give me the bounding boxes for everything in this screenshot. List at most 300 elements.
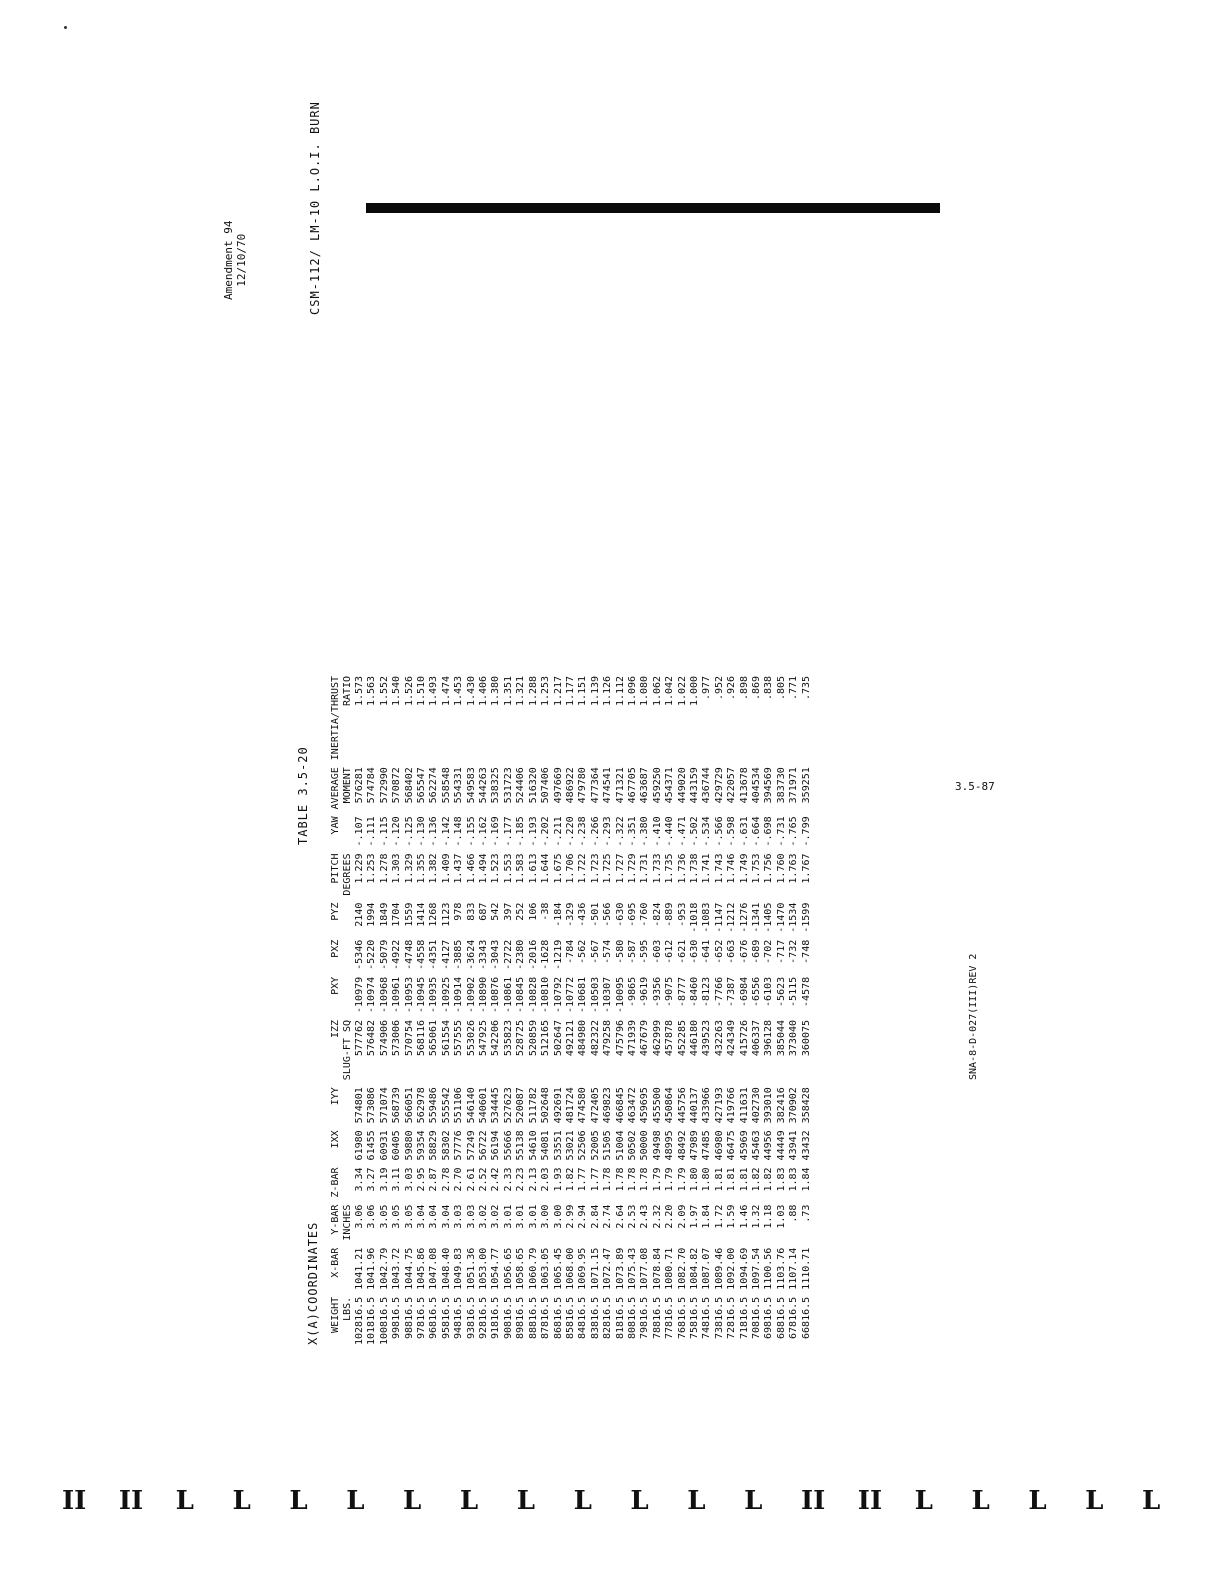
table-cell: .805: [775, 675, 787, 701]
table-cell: 2.78: [440, 1167, 452, 1192]
table-cell: 1.540: [391, 675, 403, 707]
table-cell: 397: [502, 902, 514, 921]
table-cell: 1058.65: [515, 1247, 527, 1290]
table-cell: 58302: [440, 1130, 452, 1161]
table-cell: 512165: [540, 1019, 552, 1057]
table-cell: 1.177: [564, 675, 576, 707]
table-cell: -10953: [403, 976, 415, 1013]
table-cell: -621: [676, 939, 688, 964]
table-cell: 1.278: [378, 853, 390, 884]
table-cell: 50000: [639, 1130, 651, 1161]
table-cell: 80816.5: [626, 1296, 638, 1339]
table-cell: 1072.47: [602, 1247, 614, 1290]
table-cell: 1.746: [726, 853, 738, 884]
table-cell: 1094.69: [738, 1247, 750, 1290]
table-cell: 1.83: [788, 1167, 800, 1192]
column-header: INERTIA/THRUST: [330, 675, 341, 761]
table-cell: -.155: [465, 816, 477, 847]
table-cell: 1110.71: [800, 1247, 812, 1290]
table-cell: 497669: [552, 767, 564, 804]
table-cell: -1147: [713, 902, 725, 933]
table-cell: 46980: [713, 1130, 725, 1161]
column-header: INCHES: [342, 1204, 353, 1241]
table-cell: 1.18: [763, 1204, 775, 1229]
table-cell: 1051.36: [465, 1247, 477, 1290]
table-cell: 1.706: [564, 853, 576, 884]
table-cell: 436744: [701, 767, 713, 804]
table-cell: 97816.5: [416, 1296, 428, 1339]
table-cell: -1018: [688, 902, 700, 933]
table-cell: 446180: [688, 1019, 700, 1057]
table-cell: 67816.5: [788, 1296, 800, 1339]
table-cell: 77816.5: [664, 1296, 676, 1339]
table-cell: 82816.5: [602, 1296, 614, 1339]
table-cell: 1.675: [552, 853, 564, 884]
table-row: [478, 669, 490, 1345]
table-cell: -4922: [391, 939, 403, 970]
table-cell: 511782: [527, 1087, 539, 1124]
rotated-table-block: [296, 101, 946, 1345]
table-cell: 1.78: [614, 1167, 626, 1192]
table-cell: -10925: [440, 976, 452, 1013]
table-cell: 574784: [366, 767, 378, 804]
table-cell: -4127: [440, 939, 452, 970]
table-cell: -1219: [552, 939, 564, 970]
table-cell: -9075: [664, 976, 676, 1007]
table-cell: 1268: [428, 902, 440, 927]
table-cell: 574906: [378, 1019, 390, 1057]
table-row: [565, 669, 577, 1345]
table-cell: -10974: [366, 976, 378, 1013]
table-cell: 51004: [614, 1130, 626, 1161]
column-header: PXY: [330, 976, 341, 995]
table-row: [540, 669, 552, 1345]
table-cell: 527623: [502, 1087, 514, 1124]
column-header: AVERAGE: [330, 767, 341, 810]
table-cell: 457878: [664, 1019, 676, 1057]
table-cell: 482322: [589, 1019, 601, 1057]
table-cell: 81816.5: [614, 1296, 626, 1339]
table-row: [379, 669, 391, 1345]
table-cell: 93816.5: [465, 1296, 477, 1339]
table-cell: -.765: [788, 816, 800, 847]
table-cell: 2.53: [626, 1204, 638, 1229]
table-cell: 84816.5: [577, 1296, 589, 1339]
table-cell: 1.437: [453, 853, 465, 884]
table-cell: -6556: [751, 976, 762, 1007]
table-cell: 1041.21: [354, 1247, 365, 1290]
table-cell: 2.42: [490, 1167, 502, 1192]
table-cell: 95816.5: [440, 1296, 452, 1339]
table-cell: 459250: [651, 767, 663, 804]
register-mark: II: [62, 1486, 87, 1516]
table-cell: 54081: [540, 1130, 552, 1161]
table-cell: -5115: [788, 976, 800, 1007]
table-cell: 535823: [502, 1019, 514, 1057]
table-cell: -748: [800, 939, 812, 964]
table-cell: 2.84: [589, 1204, 601, 1229]
table-cell: 551106: [453, 1087, 465, 1124]
footer-register-marks: [0, 1486, 1220, 1516]
table-cell: 1704: [391, 902, 403, 927]
column-header: IZZ: [330, 1019, 341, 1039]
table-cell: 57776: [453, 1130, 465, 1161]
table-cell: -562: [577, 939, 589, 964]
table-cell: 55138: [515, 1130, 527, 1161]
table-cell: -.193: [527, 816, 539, 847]
table-cell: 1.78: [602, 1167, 614, 1192]
table-cell: -5079: [378, 939, 390, 970]
table-cell: 576482: [366, 1019, 378, 1057]
table-cell: 373040: [788, 1019, 800, 1057]
register-mark: L: [403, 1486, 422, 1516]
table-cell: 1.735: [664, 853, 676, 884]
table-cell: 557555: [453, 1019, 465, 1057]
table-cell: 2.95: [416, 1167, 428, 1192]
table-cell: 1078.84: [651, 1247, 663, 1290]
table-cell: -10961: [391, 976, 403, 1013]
table-cell: -10945: [416, 976, 428, 1013]
table-cell: 2.61: [465, 1167, 477, 1192]
column-header: MOMENT: [342, 767, 353, 804]
table-cell: .771: [788, 675, 800, 701]
table-cell: 3.34: [354, 1167, 365, 1192]
table-cell: 1.46: [738, 1204, 750, 1229]
table-cell: 359251: [800, 767, 812, 804]
table-cell: -.111: [366, 816, 378, 847]
table-cell: -2722: [502, 939, 514, 970]
table-cell: -.799: [800, 816, 812, 847]
table-cell: -612: [664, 939, 676, 964]
table-cell: 520087: [515, 1087, 527, 1124]
table-cell: -.220: [564, 816, 576, 847]
table-cell: -689: [751, 939, 762, 964]
table-cell: 1.453: [453, 675, 465, 707]
table-cell: 570872: [391, 767, 403, 804]
table-cell: 542206: [490, 1019, 502, 1057]
table-cell: 1.613: [527, 853, 539, 884]
table-cell: 1.81: [713, 1167, 725, 1192]
table-cell: -7387: [726, 976, 738, 1007]
table-cell: 474580: [577, 1087, 589, 1124]
table-cell: 1056.65: [502, 1247, 514, 1290]
table-cell: 89816.5: [515, 1296, 527, 1339]
table-cell: 1.096: [626, 675, 638, 707]
register-mark: L: [630, 1486, 649, 1516]
table-cell: -9865: [626, 976, 638, 1007]
table-cell: 2.23: [515, 1167, 527, 1192]
table-cell: 1047.08: [428, 1247, 440, 1290]
table-cell: 3.03: [465, 1204, 477, 1229]
table-cell: 573086: [366, 1087, 378, 1124]
table-cell: 1.77: [589, 1167, 601, 1192]
table-cell: -.380: [639, 816, 651, 847]
table-cell: -5220: [366, 939, 378, 970]
table-cell: 2.52: [478, 1167, 490, 1192]
table-cell: 577762: [354, 1019, 365, 1057]
table-cell: 445756: [676, 1087, 688, 1124]
table-cell: 1.763: [788, 853, 800, 884]
table-cell: 1053.00: [478, 1247, 490, 1290]
register-mark: L: [459, 1486, 479, 1516]
table-row: [788, 669, 800, 1345]
table-cell: -3624: [465, 939, 477, 970]
table-cell: -.177: [502, 816, 514, 847]
table-cell: -.148: [453, 816, 465, 847]
table-cell: 1.552: [378, 675, 390, 707]
table-cell: 1.000: [688, 675, 700, 707]
table-cell: 1049.83: [453, 1247, 465, 1290]
register-mark: L: [346, 1486, 365, 1516]
table-cell: -2016: [527, 939, 539, 970]
table-cell: -.322: [614, 816, 626, 847]
table-cell: 558548: [440, 767, 452, 804]
register-mark: L: [1142, 1486, 1161, 1516]
table-cell: 1.042: [664, 675, 676, 707]
table-cell: .735: [800, 675, 812, 701]
table-cell: -641: [701, 939, 713, 964]
table-cell: 467705: [626, 767, 638, 804]
table-cell: 687: [478, 902, 490, 921]
table-cell: 61980: [354, 1130, 365, 1161]
table-cell: -717: [775, 939, 787, 964]
table-cell: 1.406: [478, 675, 490, 707]
header-row: [330, 669, 342, 1345]
table-cell: -.502: [688, 816, 700, 847]
table-row: [490, 669, 502, 1345]
table-cell: 1.553: [502, 853, 514, 884]
mass-properties-table: [330, 669, 813, 1345]
table-cell: 1103.76: [775, 1247, 787, 1290]
table-cell: -.731: [775, 816, 787, 847]
table-cell: 3.05: [391, 1204, 403, 1229]
register-mark: II: [800, 1486, 826, 1516]
table-cell: 1.466: [465, 853, 477, 884]
table-cell: 394569: [763, 767, 775, 804]
table-cell: 69816.5: [763, 1296, 775, 1339]
table-cell: -953: [676, 902, 688, 927]
table-cell: 559486: [428, 1087, 440, 1124]
table-cell: .88: [788, 1204, 800, 1223]
table-cell: 1089.46: [713, 1247, 725, 1290]
table-cell: 371971: [788, 767, 800, 804]
table-cell: 99816.5: [391, 1296, 403, 1339]
table-cell: 479780: [577, 767, 589, 804]
table-cell: 1042.79: [378, 1247, 390, 1290]
table-cell: 61455: [366, 1130, 378, 1161]
table-row: [639, 669, 651, 1345]
table-cell: -630: [688, 939, 700, 964]
table-cell: 524406: [515, 767, 527, 804]
column-header: [342, 1160, 354, 1197]
table-cell: 51505: [602, 1130, 614, 1161]
table-cell: 1069.95: [577, 1247, 589, 1290]
table-cell: -2380: [515, 939, 527, 970]
table-cell: 1.080: [639, 675, 651, 707]
table-cell: 568116: [416, 1019, 428, 1057]
table-cell: -10828: [527, 976, 539, 1013]
table-cell: 1092.00: [726, 1247, 738, 1290]
table-cell: 101816.5: [366, 1296, 378, 1345]
table-cell: 3.04: [440, 1204, 452, 1229]
table-cell: 1.725: [602, 853, 614, 884]
table-cell: 3.11: [391, 1167, 403, 1192]
table-cell: 86816.5: [552, 1296, 564, 1339]
table-cell: .977: [701, 675, 713, 701]
table-cell: 88816.5: [527, 1296, 539, 1339]
table-cell: 96816.5: [428, 1296, 440, 1339]
table-cell: 1.78: [639, 1167, 651, 1192]
table-cell: 1.82: [564, 1167, 576, 1192]
table-cell: -695: [626, 902, 638, 927]
table-cell: 3.02: [478, 1204, 490, 1229]
column-header: X-BAR: [330, 1247, 341, 1278]
table-cell: 43432: [800, 1130, 812, 1161]
table-cell: 531723: [502, 767, 514, 804]
table-cell: 1080.71: [664, 1247, 676, 1290]
table-cell: 1.741: [701, 853, 713, 884]
table-cell: 49498: [651, 1130, 663, 1161]
table-row: [416, 669, 428, 1345]
table-cell: 3.04: [416, 1204, 428, 1229]
table-cell: 1.321: [515, 675, 527, 707]
table-cell: 1.756: [763, 853, 775, 884]
table-cell: 3.00: [540, 1204, 552, 1229]
table-cell: 502647: [552, 1019, 564, 1057]
table-cell: 1.03: [775, 1204, 787, 1229]
document-number: SNA-8-D-027(III)REV 2: [968, 953, 979, 1080]
table-cell: 484980: [577, 1019, 589, 1057]
page-number: 3.5-87: [955, 780, 995, 793]
table-cell: 1107.14: [788, 1247, 800, 1290]
table-cell: 52005: [589, 1130, 601, 1161]
table-cell: 411631: [738, 1087, 750, 1124]
amendment-label: Amendment 94: [222, 220, 235, 300]
table-cell: -10968: [378, 976, 390, 1013]
table-cell: 1559: [403, 902, 415, 927]
table-cell: -4558: [416, 939, 428, 970]
table-cell: -8777: [676, 976, 688, 1007]
table-cell: 572990: [378, 767, 390, 804]
table-cell: -.351: [626, 816, 638, 847]
table-cell: 1.022: [676, 675, 688, 707]
table-cell: 396128: [763, 1019, 775, 1057]
table-cell: 573006: [391, 1019, 403, 1057]
table-cell: 1123: [440, 902, 452, 927]
table-cell: -652: [713, 939, 725, 964]
table-cell: 542: [490, 902, 502, 921]
table-cell: 44956: [763, 1130, 775, 1161]
table-cell: -.130: [416, 816, 428, 847]
table-cell: 538325: [490, 767, 502, 804]
table-row: [515, 669, 527, 1345]
column-header: LBS.: [342, 1296, 353, 1321]
register-mark: L: [744, 1486, 763, 1516]
table-cell: 1.151: [577, 675, 589, 707]
table-cell: 561554: [440, 1019, 452, 1057]
table-row: [627, 669, 639, 1345]
table-cell: 1.723: [589, 853, 601, 884]
table-cell: 383730: [775, 767, 787, 804]
table-cell: -.211: [552, 816, 564, 847]
table-cell: 1.59: [726, 1204, 738, 1229]
table-cell: 78816.5: [651, 1296, 663, 1339]
table-cell: 1.97: [688, 1204, 700, 1229]
table-cell: -.698: [763, 816, 775, 847]
table-title: TABLE 3.5-20: [296, 746, 310, 845]
table-caption: CSM-112/ LM-10 L.O.I. BURN: [308, 101, 322, 315]
table-cell: 1849: [378, 902, 390, 927]
register-mark: L: [1028, 1486, 1047, 1516]
thick-rule: [366, 203, 940, 213]
table-cell: -10890: [478, 976, 490, 1013]
register-mark: L: [289, 1486, 308, 1516]
table-cell: 252: [515, 902, 527, 921]
table-cell: 433966: [701, 1087, 713, 1124]
table-cell: -.169: [490, 816, 502, 847]
table-cell: 74816.5: [701, 1296, 713, 1339]
table-cell: -.566: [713, 816, 725, 847]
table-cell: 393010: [763, 1087, 775, 1124]
table-cell: 1.253: [366, 853, 378, 884]
table-cell: 2.33: [502, 1167, 514, 1192]
table-cell: 3.01: [527, 1204, 539, 1229]
table-cell: -.202: [540, 816, 552, 847]
table-cell: 60931: [378, 1130, 390, 1161]
table-cell: 1.229: [354, 853, 365, 884]
table-cell: 3.27: [366, 1167, 378, 1192]
table-cell: 1.82: [751, 1167, 762, 1192]
table-cell: 1.351: [502, 675, 514, 707]
table-cell: 429729: [713, 767, 725, 804]
table-cell: -10792: [552, 976, 564, 1013]
table-cell: 1.722: [577, 853, 589, 884]
column-header: [342, 809, 354, 846]
table-cell: -9619: [639, 976, 651, 1007]
table-cell: -501: [589, 902, 601, 927]
table-cell: 66816.5: [800, 1296, 812, 1339]
table-cell: -.136: [428, 816, 440, 847]
table-cell: 100816.5: [378, 1296, 390, 1345]
table-cell: 1.062: [651, 675, 663, 707]
table-cell: 568739: [391, 1087, 403, 1124]
table-cell: 466845: [614, 1087, 626, 1124]
table-cell: -566: [602, 902, 614, 927]
table-cell: 50502: [626, 1130, 638, 1161]
table-cell: -6103: [763, 976, 775, 1007]
table-cell: 565061: [428, 1019, 440, 1057]
table-row: [453, 669, 465, 1345]
table-cell: 68816.5: [775, 1296, 787, 1339]
table-cell: -8123: [701, 976, 713, 1007]
table-cell: 415726: [738, 1019, 750, 1057]
table-cell: 1.303: [391, 853, 403, 884]
table-cell: 477364: [589, 767, 601, 804]
table-cell: 1.526: [403, 675, 415, 707]
table-row: [466, 669, 478, 1345]
table-cell: 1.743: [713, 853, 725, 884]
table-cell: 2.03: [540, 1167, 552, 1192]
table-cell: 1.79: [651, 1167, 663, 1192]
table-cell: -10095: [614, 976, 626, 1013]
column-header: PYZ: [330, 902, 341, 921]
table-cell: 382416: [775, 1087, 787, 1124]
register-mark: L: [516, 1486, 536, 1516]
table-cell: -.471: [676, 816, 688, 847]
table-row: [577, 669, 589, 1345]
table-cell: -10914: [453, 976, 465, 1013]
table-cell: 492121: [564, 1019, 576, 1057]
